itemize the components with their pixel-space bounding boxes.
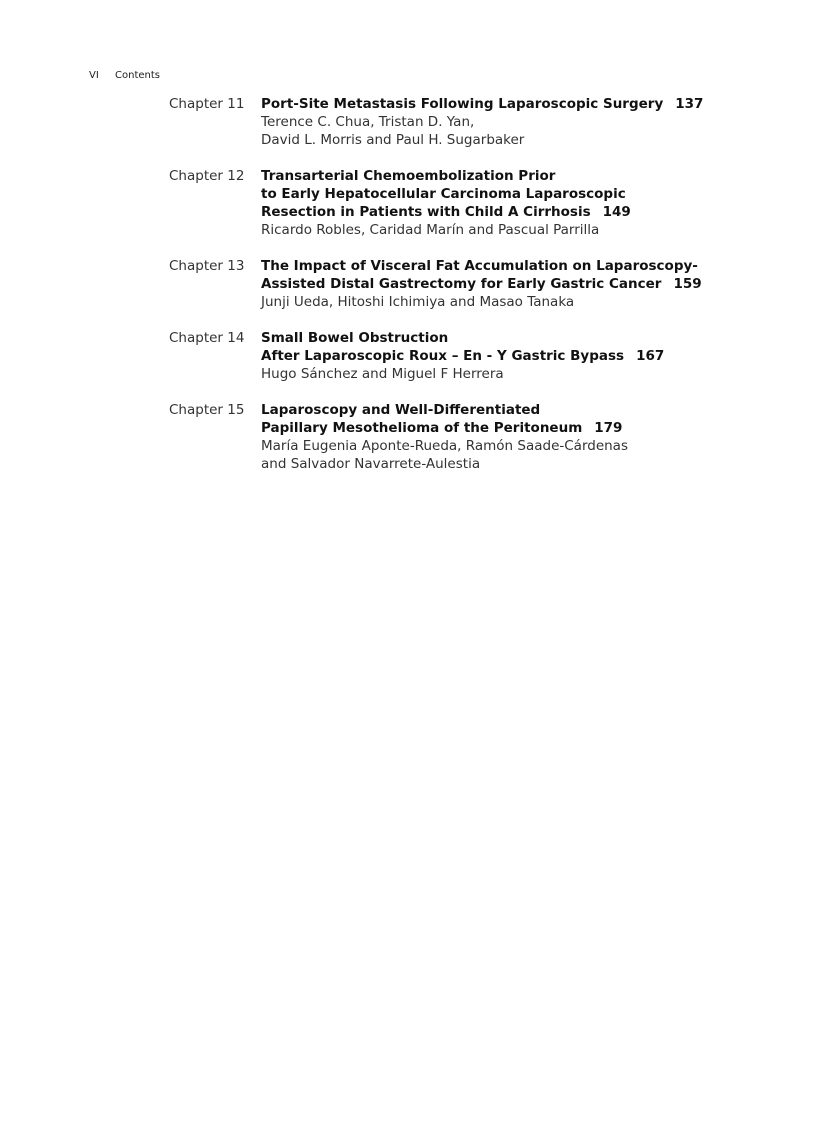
chapter-title-line: Small Bowel Obstruction — [261, 330, 449, 346]
chapter-label: Chapter 11 — [169, 96, 245, 112]
chapter-title — [261, 275, 729, 293]
toc-entry-chapter-12[interactable] — [169, 167, 729, 239]
page-folio: VI — [89, 70, 99, 81]
running-head-section: Contents — [115, 70, 160, 81]
chapter-details — [261, 401, 729, 473]
chapter-authors: Hugo Sánchez and Miguel F Herrera — [261, 366, 504, 382]
chapter-details — [261, 329, 729, 383]
chapter-title — [261, 347, 729, 365]
page-number: 167 — [636, 348, 665, 364]
chapter-authors: and Salvador Navarrete-Aulestia — [261, 456, 481, 472]
chapter-details — [261, 95, 729, 149]
toc-entry-chapter-14[interactable] — [169, 329, 729, 383]
page-number: 179 — [594, 420, 623, 436]
page-number: 137 — [675, 96, 704, 112]
toc-entry-chapter-13[interactable] — [169, 257, 729, 311]
toc-entry-chapter-11[interactable] — [169, 95, 729, 149]
chapter-title-line: Transarterial Chemoembolization Prior — [261, 168, 556, 184]
page-number: 149 — [602, 204, 631, 220]
page-number: 159 — [673, 276, 702, 292]
table-of-contents — [169, 95, 729, 491]
chapter-title-line: Port-Site Metastasis Following Laparoscopic Surgery — [261, 96, 664, 112]
chapter-title-line: Laparoscopy and Well-Differentiated — [261, 402, 541, 418]
chapter-label: Chapter 12 — [169, 168, 245, 184]
chapter-authors: María Eugenia Aponte-Rueda, Ramón Saade-Cárdenas — [261, 438, 628, 454]
chapter-authors: David L. Morris and Paul H. Sugarbaker — [261, 132, 525, 148]
chapter-title-line: After Laparoscopic Roux – En - Y Gastric Bypass — [261, 348, 625, 364]
chapter-title-line: Papillary Mesothelioma of the Peritoneum — [261, 420, 583, 436]
chapter-title — [261, 203, 729, 221]
chapter-authors: Terence C. Chua, Tristan D. Yan, — [261, 114, 475, 130]
chapter-title-line: The Impact of Visceral Fat Accumulation on Laparoscopy- — [261, 258, 698, 274]
chapter-label: Chapter 14 — [169, 330, 245, 346]
chapter-label: Chapter 15 — [169, 402, 245, 418]
chapter-title-line: Assisted Distal Gastrectomy for Early Gastric Cancer — [261, 276, 662, 292]
chapter-authors: Ricardo Robles, Caridad Marín and Pascual Parrilla — [261, 222, 600, 238]
chapter-details — [261, 167, 729, 239]
chapter-title — [261, 419, 729, 437]
chapter-details — [261, 257, 729, 311]
running-head — [89, 69, 160, 83]
chapter-title-line: Resection in Patients with Child A Cirrhosis — [261, 204, 591, 220]
chapter-title — [261, 95, 729, 113]
chapter-label: Chapter 13 — [169, 258, 245, 274]
chapter-authors: Junji Ueda, Hitoshi Ichimiya and Masao Tanaka — [261, 294, 575, 310]
toc-entry-chapter-15[interactable] — [169, 401, 729, 473]
chapter-title-line: to Early Hepatocellular Carcinoma Laparoscopic — [261, 186, 626, 202]
